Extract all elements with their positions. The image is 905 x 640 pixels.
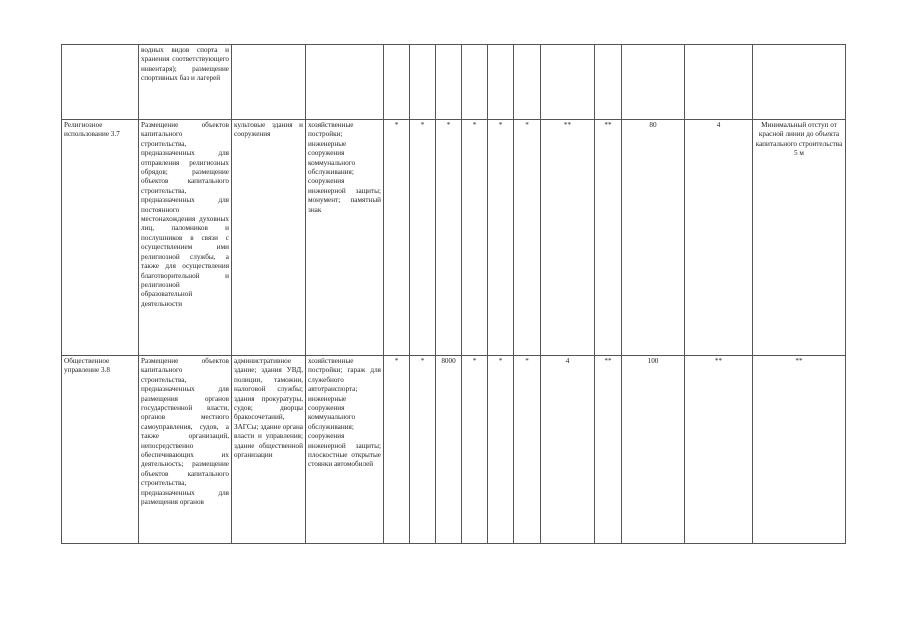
note-cell: Минимальный отступ от красной линии до объекта капитального строительства 5 м	[753, 120, 846, 356]
param-cell: *	[384, 120, 410, 356]
param-cell: *	[488, 356, 514, 544]
param-cell: *	[384, 356, 410, 544]
param-cell: *	[436, 120, 462, 356]
floors-cell	[685, 45, 753, 120]
floors-cell: 4	[685, 120, 753, 356]
param-cell: *	[410, 120, 436, 356]
param-cell	[462, 45, 488, 120]
use-description-cell: Размещение объектов капитального строительства, предназначенных для размещения органов государственной власти, органов местного самоуправления, судов, а также организаций, непосредственно обеспечивающих их деятельность; размещение объектов капитального строительства, предназначенных для размещения органов	[139, 356, 232, 544]
note-cell	[753, 45, 846, 120]
param-cell	[541, 45, 595, 120]
buildings-cell: административное здание; здания УВД, полиции, таможни, налоговой службы; здания прокуратуры, судов; дворцы бракосочетаний, ЗАГСы; здание органа власти и управления; здание общественной организации	[232, 356, 306, 544]
auxiliary-cell	[306, 45, 384, 120]
param-cell	[595, 45, 622, 120]
use-name-cell	[62, 45, 139, 120]
use-name-cell: Религиозное использование 3.7	[62, 120, 139, 356]
coverage-cell	[622, 45, 685, 120]
param-cell	[384, 45, 410, 120]
param-cell: **	[541, 120, 595, 356]
param-cell: *	[410, 356, 436, 544]
floors-cell: **	[685, 356, 753, 544]
param-cell: *	[462, 120, 488, 356]
use-name-cell: Общественное управление 3.8	[62, 356, 139, 544]
auxiliary-cell: хозяйственные постройки; гараж для служебного автотранспорта; инженерные сооружения коммунального обслуживания; сооружения инженерной защиты; плоскостные открытые стоянки автомобилей	[306, 356, 384, 544]
table-row	[62, 356, 846, 544]
use-description-cell: Размещение объектов капитального строительства, предназначенных для отправления религиозных обрядов; размещение объектов капитального строительства, предназначенных для постоянного местонахождения духовных лиц, паломников и послушников в связи с осуществлением ими религиозной службы, а также для осуществления благотворительной и религиозной образовательной деятельности	[139, 120, 232, 356]
zoning-regulations-table	[61, 44, 846, 544]
coverage-cell: 80	[622, 120, 685, 356]
table-row	[62, 120, 846, 356]
param-cell: 8000	[436, 356, 462, 544]
param-cell: *	[462, 356, 488, 544]
param-cell: *	[514, 120, 541, 356]
param-cell: 4	[541, 356, 595, 544]
buildings-cell	[232, 45, 306, 120]
use-description-cell: водных видов спорта и хранения соответствующего инвентаря); размещение спортивных баз и лагерей	[139, 45, 232, 120]
param-cell: *	[488, 120, 514, 356]
param-cell: **	[595, 356, 622, 544]
param-cell	[488, 45, 514, 120]
coverage-cell: 100	[622, 356, 685, 544]
table-row	[62, 45, 846, 120]
param-cell: *	[514, 356, 541, 544]
param-cell	[436, 45, 462, 120]
auxiliary-cell: хозяйственные постройки; инженерные сооружения коммунального обслуживания; сооружения инженерной защиты; монумент; памятный знак	[306, 120, 384, 356]
param-cell	[514, 45, 541, 120]
param-cell	[410, 45, 436, 120]
buildings-cell: культовые здания и сооружения	[232, 120, 306, 356]
param-cell: **	[595, 120, 622, 356]
note-cell: **	[753, 356, 846, 544]
